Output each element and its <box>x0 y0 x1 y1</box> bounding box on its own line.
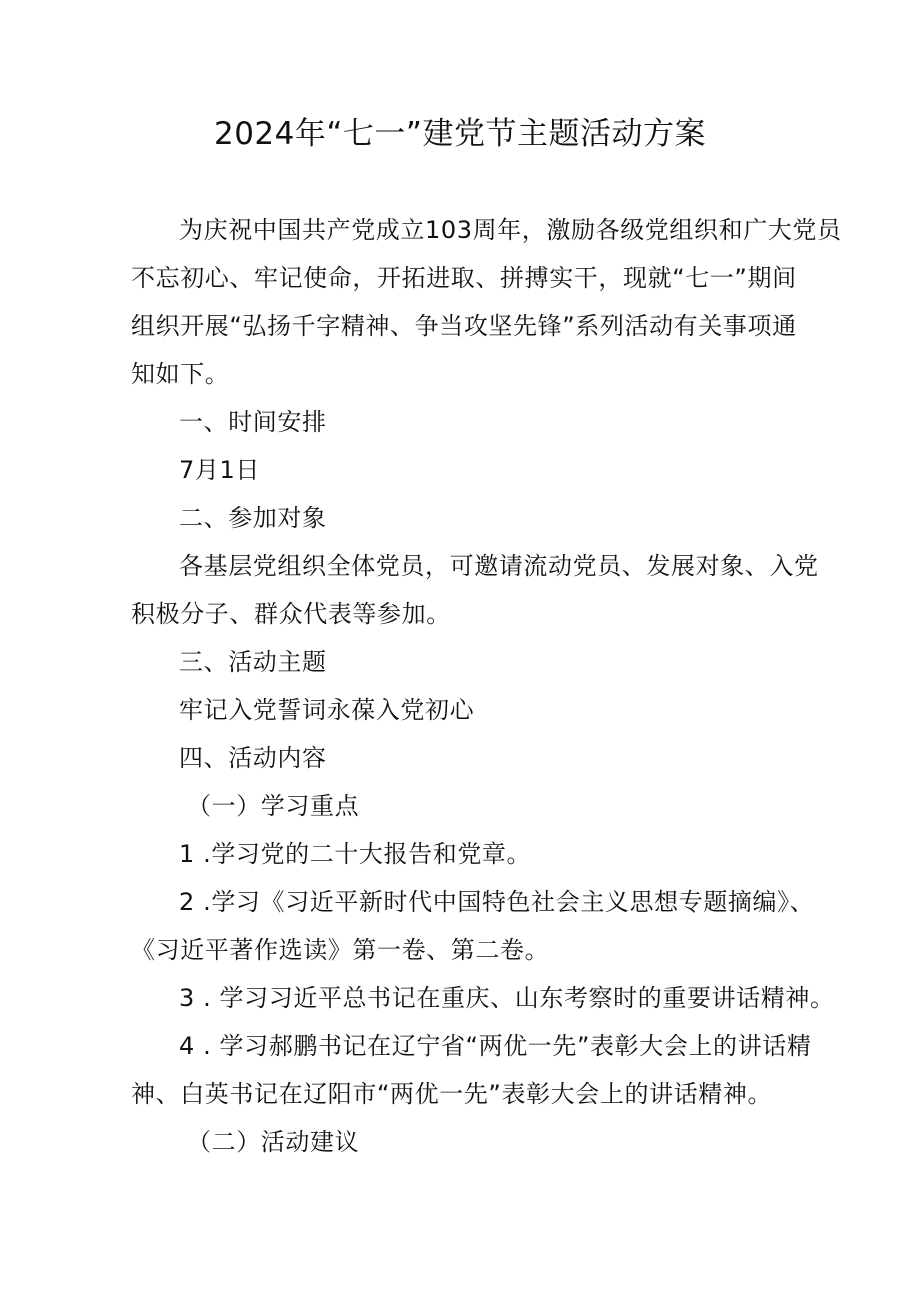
section-heading-participants: 二、参加对象 <box>179 504 327 532</box>
section-heading-theme: 三、活动主题 <box>179 648 327 676</box>
intro-line: 为庆祝中国共产党成立103周年，激励各级党组织和广大党员 <box>179 216 842 244</box>
study-item-line: 4 . 学习郝鹏书记在辽宁省“两优一先”表彰大会上的讲话精 <box>179 1032 812 1060</box>
participants-line: 各基层党组织全体党员，可邀请流动党员、发展对象、入党 <box>179 552 819 580</box>
study-item-1 <box>131 830 795 878</box>
intro-paragraph <box>131 206 842 398</box>
document-body <box>131 206 842 1166</box>
study-item-line: 1 .学习党的二十大报告和党章。 <box>179 840 532 868</box>
subsection-heading-activity-suggestions: （二）活动建议 <box>187 1128 360 1156</box>
participants-line: 积极分子、群众代表等参加。 <box>131 600 451 628</box>
section-heading-content: 四、活动内容 <box>179 744 327 772</box>
study-item-line: 3 . 学习习近平总书记在重庆、山东考察时的重要讲话精神。 <box>179 984 835 1012</box>
intro-line: 不忘初心、牢记使命，开拓进取、拼搏实干，现就“七一”期间 <box>131 264 797 292</box>
study-item-line: 2 .学习《习近平新时代中国特色社会主义思想专题摘编》、 <box>179 888 815 916</box>
study-item-4 <box>131 1022 812 1118</box>
participants-paragraph <box>131 542 819 638</box>
intro-line: 知如下。 <box>131 360 230 388</box>
section-text-theme: 牢记入党誓词永葆入党初心 <box>179 696 475 724</box>
study-item-2 <box>131 878 815 974</box>
study-item-line: 神、白英书记在辽阳市“两优一先”表彰大会上的讲话精神。 <box>131 1080 773 1108</box>
study-item-3 <box>131 974 835 1022</box>
subsection-heading-study-focus: （一）学习重点 <box>187 792 360 820</box>
section-heading-time: 一、时间安排 <box>179 408 327 436</box>
section-text-date: 7月1日 <box>179 456 260 484</box>
document-title: 2024年“七一”建党节主题活动方案 <box>213 116 706 152</box>
study-item-line: 《习近平著作选读》第一卷、第二卷。 <box>131 936 550 964</box>
intro-line: 组织开展“弘扬千字精神、争当攻坚先锋”系列活动有关事项通 <box>131 312 797 340</box>
